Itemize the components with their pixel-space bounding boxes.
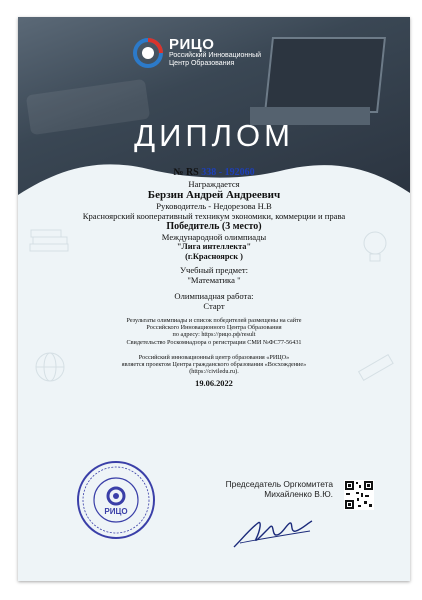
project-line-2: является проектом Центра гражданского образования «Восхождение» [121,361,307,369]
signer-block [193,479,333,499]
subject-label: Учебный предмет: [179,265,249,275]
qr-code-icon[interactable] [344,480,374,510]
note-line-4: Свидетельство Роскомнадзора о регистрации СМИ №ФС77-56431 [126,338,302,346]
signer-name: Михайленко В.Ю. [264,489,333,499]
diploma-title: ДИПЛОМ [134,118,294,153]
work-value: Старт [203,301,225,311]
diploma-number-value: 338 - 192060 [201,167,255,178]
diploma-number-prefix: № RS [173,167,202,178]
olympiad-city: (г.Красноярск ) [185,251,243,261]
institution: Красноярский кооперативный техникум экономики, коммерции и права [82,211,346,221]
diploma-body [18,167,410,389]
rico-logo [133,37,261,68]
project-line-1: Российский инновационный центр образования «РИЦО» [138,353,290,361]
signer-title: Председатель Оргкомитета [225,479,333,489]
note-line-3: по адресу: https://рицо.рф/result [172,331,256,339]
rico-logo-icon [133,38,163,68]
issue-date: 19.06.2022 [195,379,233,389]
note-line-2: Российского Инновационного Центра Образования [146,324,282,332]
supervisor: Руководитель - Недорезова Н.В [156,201,272,211]
official-stamp [76,460,156,540]
note-line-1: Результаты олимпиады и список победителей размещены на сайте [126,317,302,324]
work-label: Олимпиадная работа: [174,291,254,301]
olympiad-label: Международной олимпиады [161,232,267,242]
diploma-number [18,167,410,179]
place-award: Победитель (3 место) [166,221,262,232]
olympiad-name: "Лига интеллекта" [176,242,252,251]
project-line-3: (https://civiledu.ru). [189,368,239,376]
logo-subtitle-2: Центр Образования [169,60,235,67]
stamp-text: РИЦО [104,507,128,516]
logo-name: РИЦО [169,36,215,53]
recipient-name: Берзин Андрей Андреевич [147,189,281,201]
diploma-sheet [18,17,410,581]
awarded-label: Награждается [188,179,240,189]
subject-value: "Математика " [187,275,241,285]
signature-scribble [230,509,315,554]
logo-subtitle-1: Российский Инновационный [169,52,262,59]
